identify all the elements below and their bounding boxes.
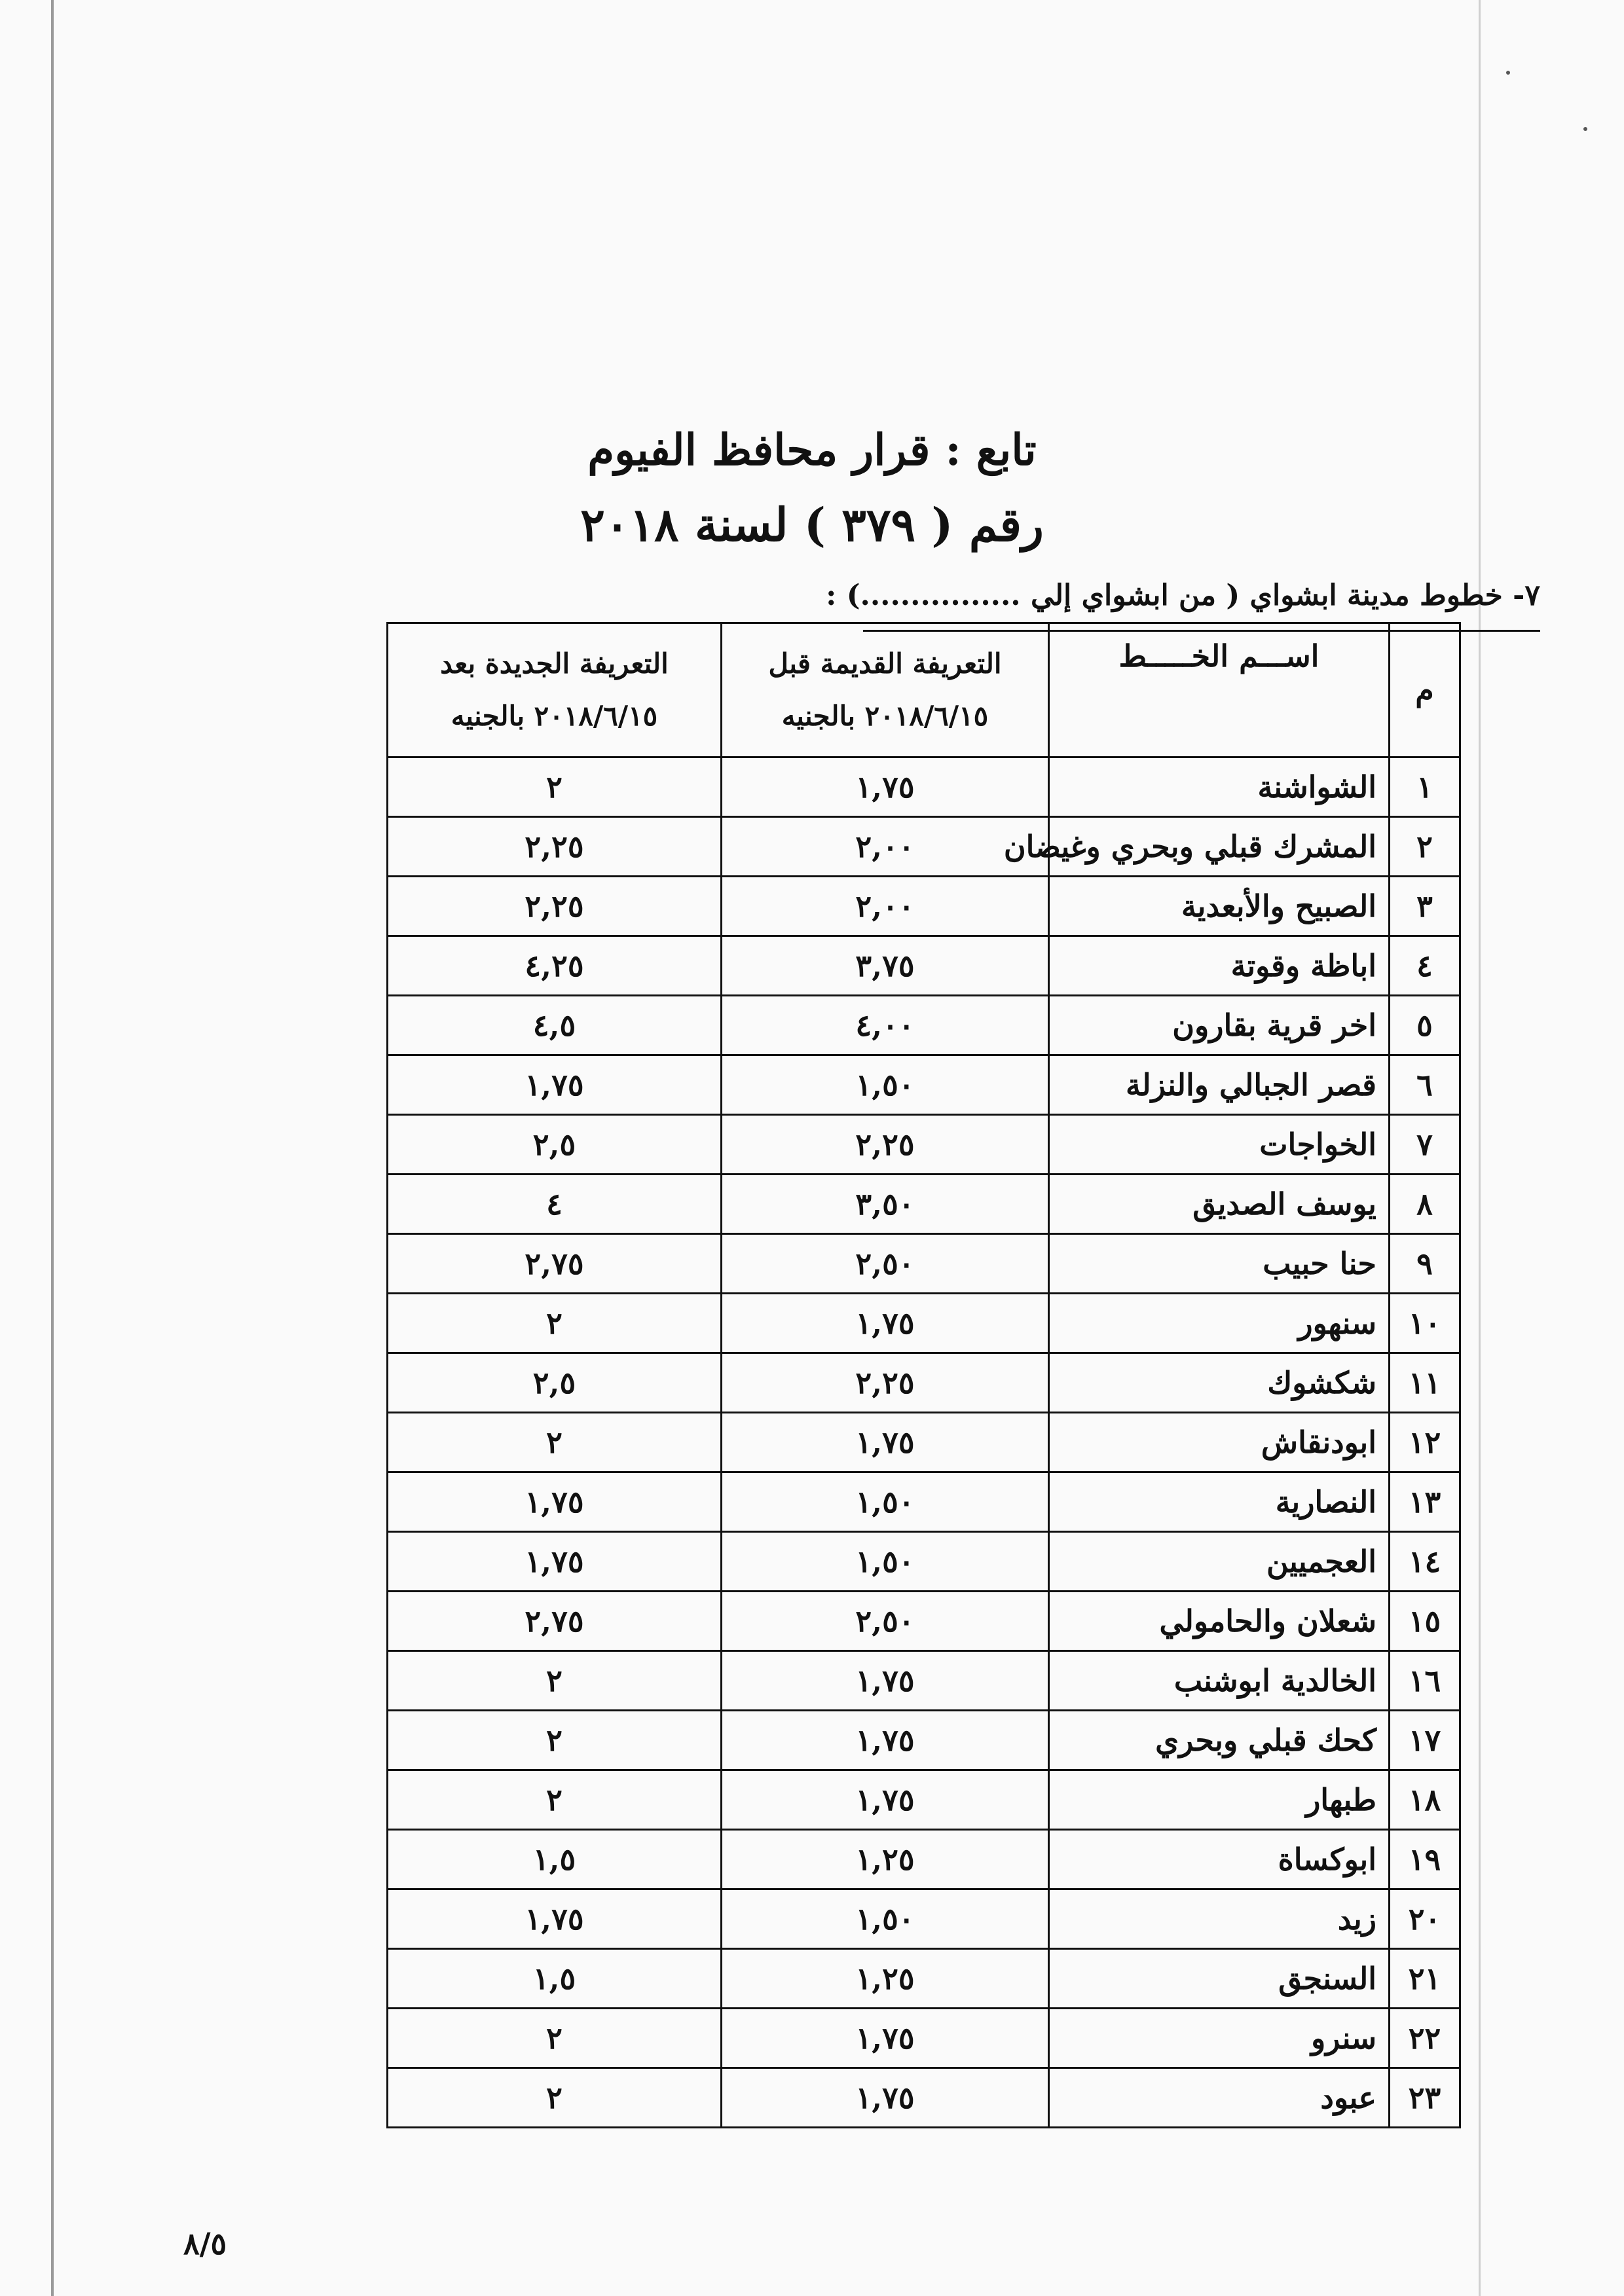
new-tariff-value: ٢ [388,1413,722,1472]
route-name: شعلان والحامولي [1049,1592,1390,1651]
table-row [388,1592,1460,1651]
old-tariff-value: ٢,٥٠ [722,1592,1049,1651]
route-name: سنرو [1049,2009,1390,2068]
new-tariff-value: ٢ [388,2009,722,2068]
section-heading: ٧- خطوط مدينة ابشواي ( من ابشواي إلي ................) : [826,579,1540,612]
route-number: ٦ [1390,1055,1460,1115]
new-tariff-value: ٢ [388,1294,722,1353]
route-number: ١٤ [1390,1532,1460,1592]
header-new-tariff [388,623,722,757]
route-name: اباظة وقوتة [1049,936,1390,996]
new-tariff-value: ٢ [388,1711,722,1770]
route-number: ٥ [1390,996,1460,1055]
table-row [388,1413,1460,1472]
table-row [388,1055,1460,1115]
route-name: يوسف الصديق [1049,1175,1390,1234]
route-name: زيد [1049,1889,1390,1949]
header-old-tariff-line2: ٢٠١٨/٦/١٥ بالجنيه [781,700,989,732]
table-row [388,1651,1460,1711]
route-number: ٨ [1390,1175,1460,1234]
new-tariff-value: ٢,٧٥ [388,1234,722,1294]
new-tariff-value: ٢,٥ [388,1353,722,1413]
route-name: العجميين [1049,1532,1390,1592]
new-tariff-value: ٢,٥ [388,1115,722,1175]
page-number: ٨/٥ [183,2226,227,2261]
route-name: طبهار [1049,1770,1390,1830]
route-number: ٢٢ [1390,2009,1460,2068]
scan-speck [1506,71,1510,75]
old-tariff-value: ١,٧٥ [722,1651,1049,1711]
old-tariff-value: ١,٧٥ [722,1711,1049,1770]
route-number: ١٥ [1390,1592,1460,1651]
table-row [388,1175,1460,1234]
scan-speck [1583,127,1587,131]
new-tariff-value: ٤,٢٥ [388,936,722,996]
route-number: ١٢ [1390,1413,1460,1472]
new-tariff-value: ١,٥ [388,1949,722,2009]
table-row [388,2009,1460,2068]
new-tariff-value: ١,٧٥ [388,1889,722,1949]
route-number: ٩ [1390,1234,1460,1294]
new-tariff-value: ٢,٢٥ [388,817,722,877]
new-tariff-value: ١,٧٥ [388,1055,722,1115]
table-row [388,817,1460,877]
header-number: م [1390,623,1460,757]
old-tariff-value: ١,٥٠ [722,1472,1049,1532]
old-tariff-value: ١,٥٠ [722,1889,1049,1949]
header-new-tariff-line1: التعريفة الجديدة بعد [440,647,669,680]
table-row [388,1115,1460,1175]
table-row [388,2068,1460,2128]
route-name: السنجق [1049,1949,1390,2009]
route-number: ٤ [1390,936,1460,996]
table-row [388,996,1460,1055]
old-tariff-value: ٢,٢٥ [722,1115,1049,1175]
tariff-table-body [388,757,1460,2128]
old-tariff-value: ١,٢٥ [722,1830,1049,1889]
route-name: الخالدية ابوشنب [1049,1651,1390,1711]
new-tariff-value: ٢ [388,2068,722,2128]
route-number: ١ [1390,757,1460,817]
route-name: عبود [1049,2068,1390,2128]
decree-title: تابع : قرار محافظ الفيوم [587,424,1037,475]
route-number: ١٦ [1390,1651,1460,1711]
old-tariff-value: ١,٧٥ [722,757,1049,817]
table-row [388,1949,1460,2009]
route-name: المشرك قبلي وبحري وغيضان [1049,817,1390,877]
old-tariff-value: ١,٥٠ [722,1532,1049,1592]
route-number: ١٠ [1390,1294,1460,1353]
scan-margin-line-right [1479,0,1481,2296]
new-tariff-value: ٢ [388,1651,722,1711]
route-number: ١٧ [1390,1711,1460,1770]
table-row [388,757,1460,817]
old-tariff-value: ٢,٠٠ [722,877,1049,936]
route-number: ١٩ [1390,1830,1460,1889]
old-tariff-value: ١,٧٥ [722,1770,1049,1830]
route-number: ٢٠ [1390,1889,1460,1949]
new-tariff-value: ٢ [388,1770,722,1830]
old-tariff-value: ٢,٠٠ [722,817,1049,877]
route-number: ٢١ [1390,1949,1460,2009]
new-tariff-value: ٤ [388,1175,722,1234]
route-name: ابوكساة [1049,1830,1390,1889]
scan-margin-line [51,0,54,2296]
table-header-row [388,623,1460,757]
old-tariff-value: ١,٥٠ [722,1055,1049,1115]
old-tariff-value: ٣,٥٠ [722,1175,1049,1234]
new-tariff-value: ١,٧٥ [388,1532,722,1592]
header-old-tariff-line1: التعريفة القديمة قبل [768,647,1002,680]
decree-number: رقم ( ٣٧٩ ) لسنة ٢٠١٨ [580,498,1044,552]
old-tariff-value: ٣,٧٥ [722,936,1049,996]
route-name: النصارية [1049,1472,1390,1532]
route-name: كحك قبلي وبحري [1049,1711,1390,1770]
route-name: ابودنقاش [1049,1413,1390,1472]
route-number: ٣ [1390,877,1460,936]
new-tariff-value: ٤,٥ [388,996,722,1055]
route-name: سنهور [1049,1294,1390,1353]
route-name: شكشوك [1049,1353,1390,1413]
table-row [388,1234,1460,1294]
new-tariff-value: ١,٥ [388,1830,722,1889]
route-name: الخواجات [1049,1115,1390,1175]
route-number: ١٨ [1390,1770,1460,1830]
route-name: الشواشنة [1049,757,1390,817]
table-row [388,1294,1460,1353]
header-new-tariff-line2: ٢٠١٨/٦/١٥ بالجنيه [451,700,658,732]
route-number: ٢٣ [1390,2068,1460,2128]
new-tariff-value: ٢,٧٥ [388,1592,722,1651]
route-name: قصر الجبالي والنزلة [1049,1055,1390,1115]
table-row [388,936,1460,996]
old-tariff-value: ١,٧٥ [722,2009,1049,2068]
table-row [388,1770,1460,1830]
table-row [388,1532,1460,1592]
route-number: ٧ [1390,1115,1460,1175]
old-tariff-value: ١,٧٥ [722,2068,1049,2128]
new-tariff-value: ٢,٢٥ [388,877,722,936]
table-row [388,1889,1460,1949]
table-row [388,1472,1460,1532]
table-row [388,1353,1460,1413]
route-number: ٢ [1390,817,1460,877]
route-name: حنا حبيب [1049,1234,1390,1294]
route-name: الصبيح والأبعدية [1049,877,1390,936]
route-number: ١١ [1390,1353,1460,1413]
table-row [388,877,1460,936]
old-tariff-value: ١,٧٥ [722,1294,1049,1353]
table-row [388,1830,1460,1889]
old-tariff-value: ٤,٠٠ [722,996,1049,1055]
header-line-name: اســـم الخـــــط [1049,623,1390,757]
old-tariff-value: ٢,٥٠ [722,1234,1049,1294]
old-tariff-value: ١,٧٥ [722,1413,1049,1472]
route-number: ١٣ [1390,1472,1460,1532]
new-tariff-value: ٢ [388,757,722,817]
route-name: اخر قرية بقارون [1049,996,1390,1055]
header-old-tariff [722,623,1049,757]
old-tariff-value: ١,٢٥ [722,1949,1049,2009]
table-row [388,1711,1460,1770]
old-tariff-value: ٢,٢٥ [722,1353,1049,1413]
tariff-table [386,622,1461,2128]
new-tariff-value: ١,٧٥ [388,1472,722,1532]
